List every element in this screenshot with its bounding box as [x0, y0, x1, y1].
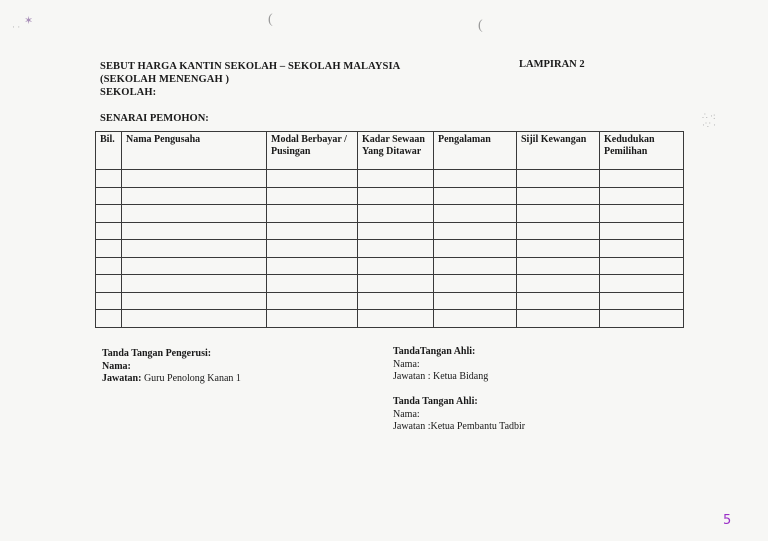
header-subtitle: (SEKOLAH MENENGAH ): [100, 74, 230, 85]
scan-noise-right: ∴ ·: ·∵ ·: [702, 111, 716, 130]
table-row: [96, 257, 684, 275]
header-school-label: SEKOLAH:: [100, 87, 157, 98]
page-number: 5: [723, 513, 732, 528]
column-header: Pengalaman: [434, 132, 517, 170]
column-header: Bil.: [96, 132, 122, 170]
punch-hole-mark-left: (: [268, 12, 273, 27]
position-line: Jawatan :Ketua Pembantu Tadbir: [393, 421, 526, 432]
applicant-table: [95, 131, 684, 328]
header-title: SEBUT HARGA KANTIN SEKOLAH – SEKOLAH MALAYSIA: [100, 61, 401, 72]
table-row: [96, 187, 684, 205]
name-label: Nama:: [102, 360, 131, 372]
chairman-signature-block: [102, 348, 241, 386]
position-value: Guru Penolong Kanan 1: [143, 373, 241, 384]
column-header: Kadar Sewaan Yang Ditawar: [358, 132, 434, 170]
table-row: [96, 275, 684, 293]
name-label: Nama:: [393, 358, 420, 370]
appendix-label: LAMPIRAN 2: [519, 59, 585, 70]
column-header: Nama Pengusaha: [122, 132, 267, 170]
document-header: [100, 60, 400, 99]
punch-hole-mark-right: (: [478, 18, 483, 33]
scan-speck: · ·: [12, 22, 21, 32]
table-row: [96, 240, 684, 258]
table-row: [96, 310, 684, 328]
position-label: Jawatan:: [102, 373, 142, 384]
table-row: [96, 170, 684, 188]
member1-signature-block: [393, 346, 488, 384]
section-title: SENARAI PEMOHON:: [100, 113, 209, 124]
column-header: Modal Berbayar / Pusingan: [267, 132, 358, 170]
name-label: Nama:: [393, 408, 420, 420]
position-line: [102, 373, 241, 386]
scan-mark-icon: ✶: [24, 15, 34, 27]
signature-title: Tanda Tangan Pengerusi:: [102, 348, 212, 359]
position-line: Jawatan : Ketua Bidang: [393, 371, 489, 382]
signature-title: Tanda Tangan Ahli:: [393, 396, 478, 407]
signature-title: TandaTangan Ahli:: [393, 346, 476, 357]
table-row: [96, 222, 684, 240]
column-header: Kedudukan Pemilihan: [600, 132, 684, 170]
table-header-row: [96, 132, 684, 170]
column-header: Sijil Kewangan: [517, 132, 600, 170]
member2-signature-block: [393, 396, 525, 434]
table-row: [96, 205, 684, 223]
table-row: [96, 292, 684, 310]
